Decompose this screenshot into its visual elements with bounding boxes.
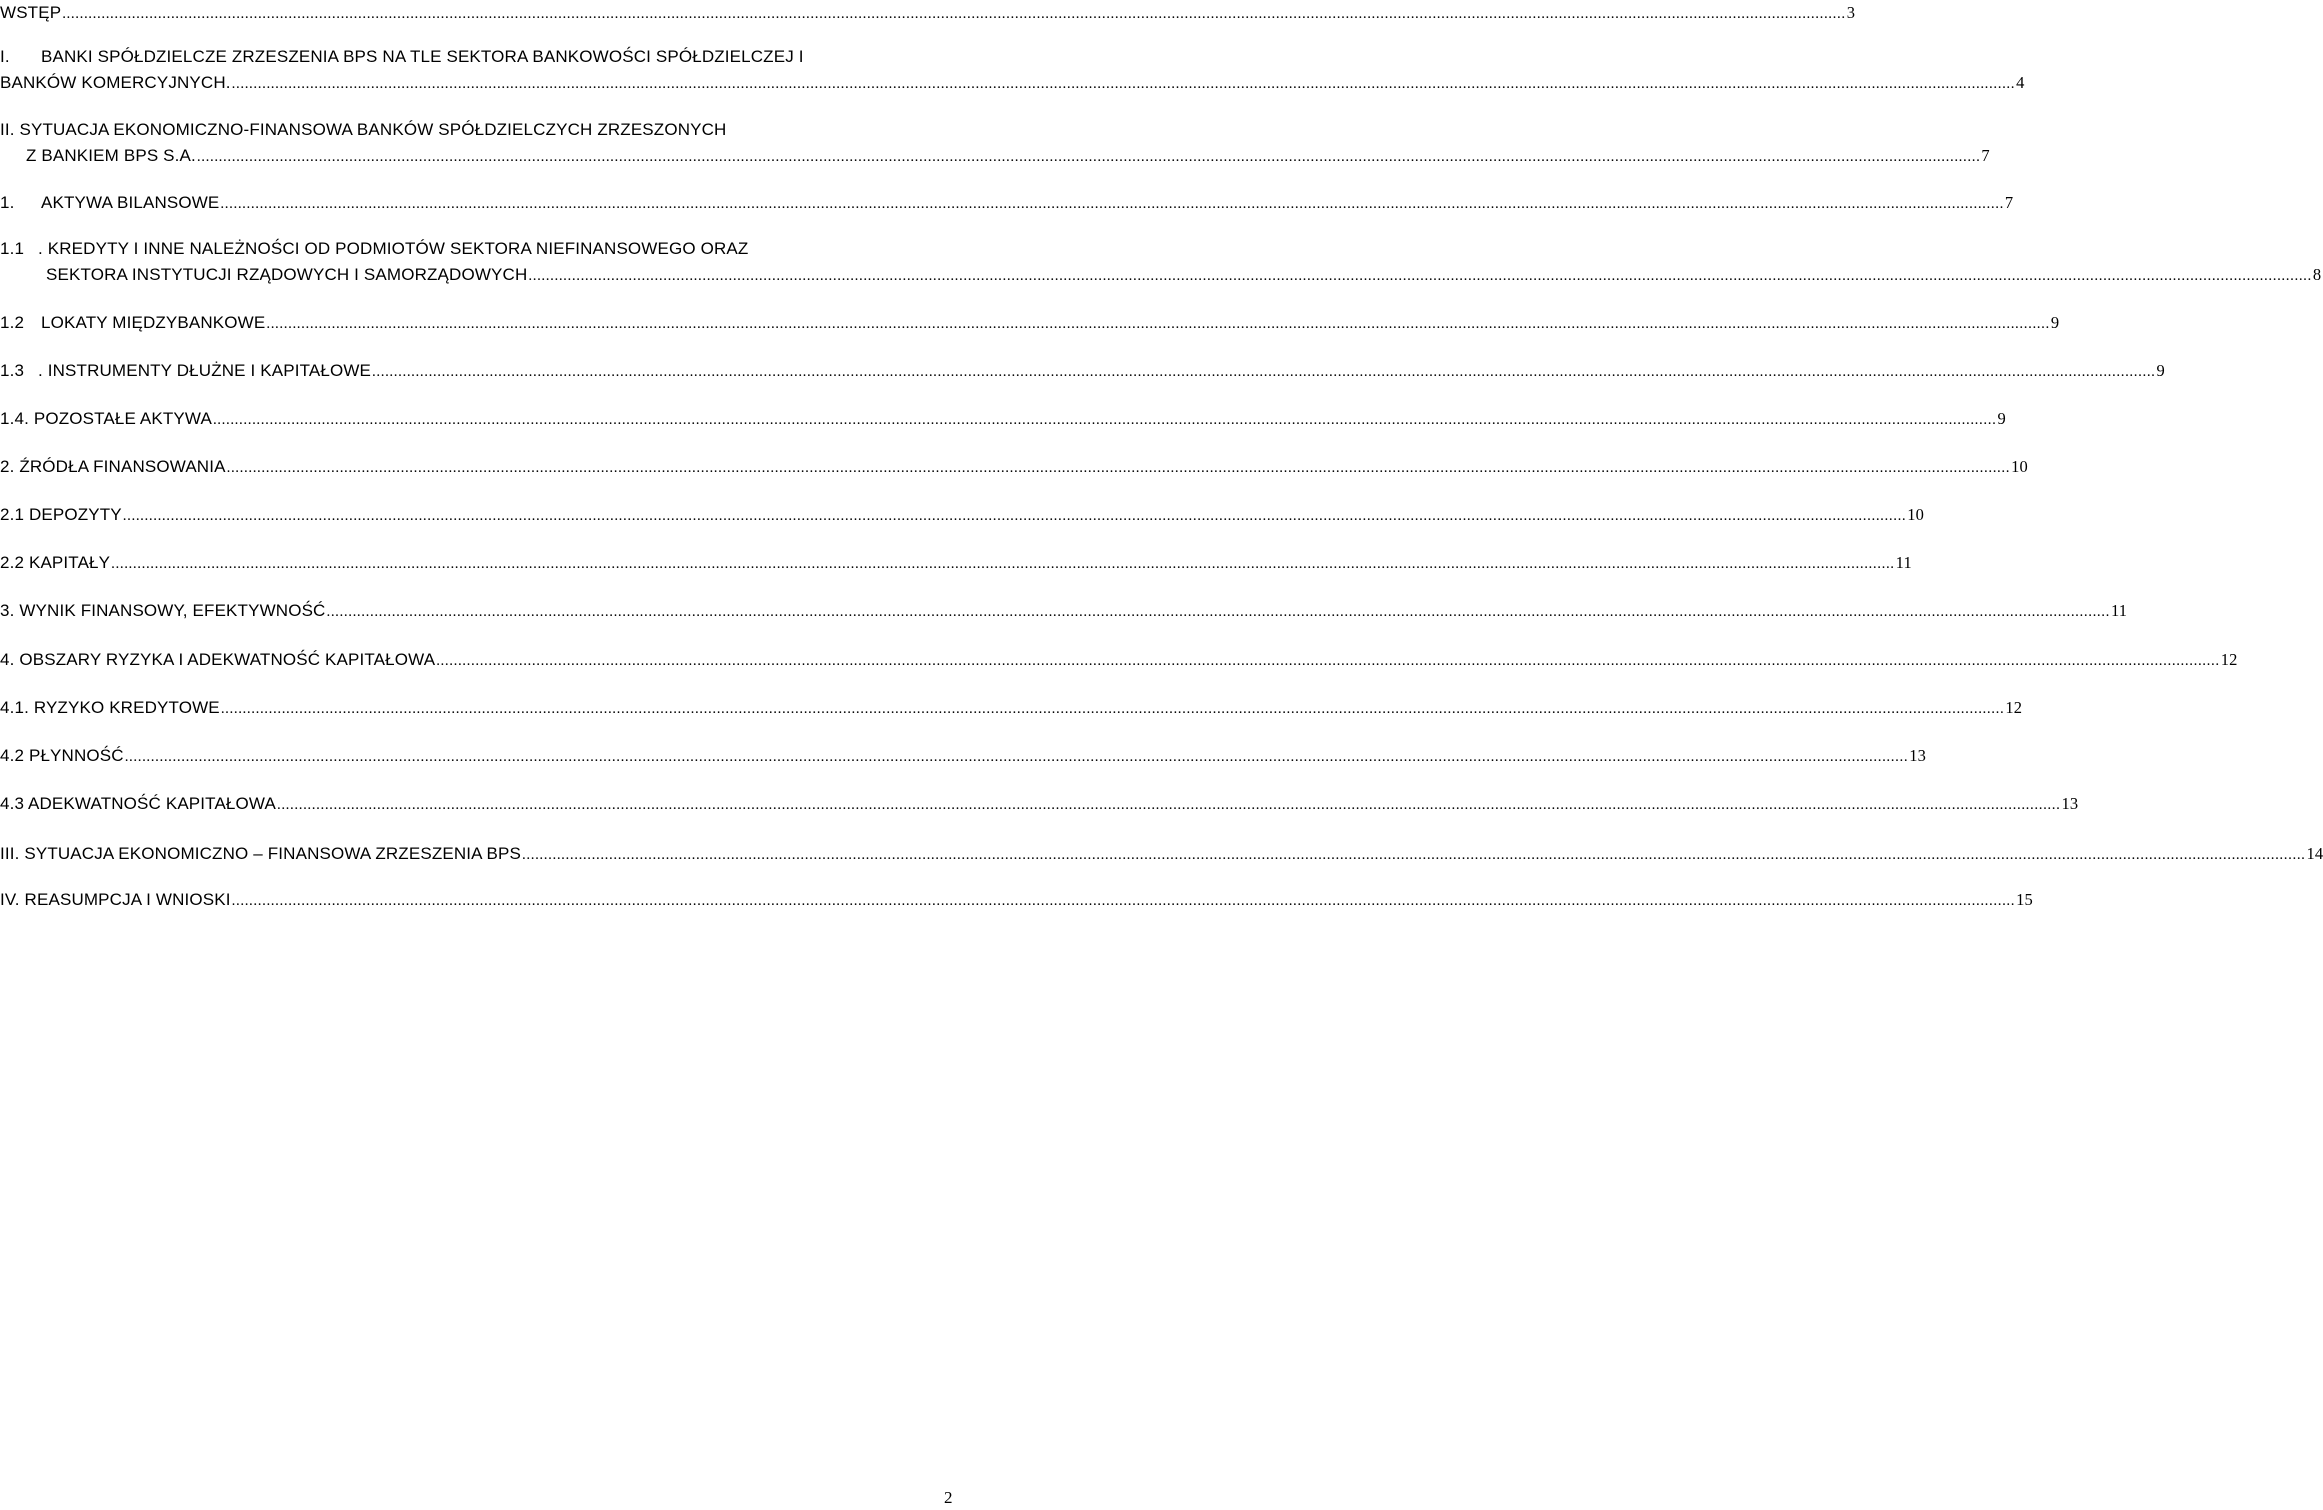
toc-page-number: 11 (2110, 601, 2128, 620)
toc-leader-dots: .......................................................................................................................................................................................................................................................................................................................................................................................................................... (528, 268, 2312, 284)
toc-entry-1-3[interactable] (0, 358, 2165, 384)
toc-entry-title-cont: Z BANKIEM BPS S.A. (26, 146, 196, 165)
toc-leader-dots: .......................................................................................................................................................................................................................................................................................................................................................................................................................... (326, 604, 2110, 620)
toc-entry-title: 2.2 KAPITAŁY (0, 553, 111, 572)
toc-page-number: 10 (1907, 505, 1925, 524)
toc-leader-dots: .......................................................................................................................................................................................................................................................................................................................................................................................................................... (436, 653, 2220, 669)
toc-leader-dots: .......................................................................................................................................................................................................................................................................................................................................................................................................................... (522, 847, 2306, 863)
toc-page-number: 7 (2004, 193, 2014, 212)
toc-page-number: 12 (2005, 698, 2023, 717)
toc-entry-title: LOKATY MIĘDZYBANKOWE (41, 313, 266, 332)
toc-page-number: 13 (2061, 794, 2079, 813)
toc-page-number: 10 (2011, 457, 2028, 476)
toc-entry-1-4[interactable] (0, 406, 2006, 432)
toc-leader-dots: .......................................................................................................................................................................................................................................................................................................................................................................................................................... (122, 508, 1907, 524)
toc-entry-section-iv[interactable] (0, 887, 2033, 913)
toc-leader-dots: .......................................................................................................................................................................................................................................................................................................................................................................................................................... (111, 556, 1895, 572)
toc-page-number: 12 (2220, 650, 2238, 669)
toc-entry-title: 4. OBSZARY RYZYKA I ADEKWATNOŚĆ KAPITAŁOWA (0, 650, 436, 669)
toc-entry-title: II. SYTUACJA EKONOMICZNO-FINANSOWA BANKÓW SPÓŁDZIELCZYCH ZRZESZONYCH (0, 120, 727, 139)
toc-entry-title: 4.3 ADEKWATNOŚĆ KAPITAŁOWA (0, 794, 276, 813)
toc-page-number: 9 (2156, 361, 2165, 380)
toc-entry-title: 2. ŹRÓDŁA FINANSOWANIA (0, 457, 226, 476)
toc-entry-3[interactable] (0, 598, 2128, 624)
toc-entry-1-1[interactable] (0, 236, 2322, 288)
toc-page-number: 8 (2312, 265, 2322, 284)
toc-entry-title: . KREDYTY I INNE NALEŻNOŚCI OD PODMIOTÓW SEKTORA NIEFINANSOWEGO ORAZ (38, 239, 749, 258)
toc-entry-2-1[interactable] (0, 502, 1925, 528)
toc-leader-dots: .......................................................................................................................................................................................................................................................................................................................................................................................................................... (231, 893, 2016, 909)
toc-entry-4[interactable] (0, 647, 2238, 673)
toc-page-number: 13 (1909, 746, 1926, 765)
toc-entry-title: III. SYTUACJA EKONOMICZNO – FINANSOWA ZRZESZENIA BPS (0, 844, 522, 863)
toc-entry-section-ii[interactable] (0, 117, 1990, 169)
toc-entry-title-cont: SEKTORA INSTYTUCJI RZĄDOWYCH I SAMORZĄDOWYCH (46, 265, 528, 284)
toc-page-number: 4 (2016, 73, 2025, 92)
toc-entry-section-i[interactable] (0, 44, 2025, 96)
toc-entry-1-2[interactable] (0, 310, 2060, 336)
toc-page-number: 15 (2016, 890, 2033, 909)
toc-entry-number: I. (0, 47, 10, 66)
toc-leader-dots: .......................................................................................................................................................................................................................................................................................................................................................................................................................... (62, 6, 1846, 22)
toc-page-number: 3 (1846, 3, 1856, 22)
toc-entry-number: 1.2 (0, 313, 25, 332)
toc-entry-section-iii[interactable] (0, 841, 2323, 867)
toc-entry-4-2[interactable] (0, 743, 1926, 769)
toc-entry-1[interactable] (0, 190, 2014, 216)
toc-entry-title: 3. WYNIK FINANSOWY, EFEKTYWNOŚĆ (0, 601, 326, 620)
toc-entry-4-1[interactable] (0, 695, 2023, 721)
toc-leader-dots: .......................................................................................................................................................................................................................................................................................................................................................................................................................... (276, 797, 2061, 813)
toc-leader-dots: .......................................................................................................................................................................................................................................................................................................................................................................................................................... (212, 412, 1997, 428)
toc-entry-2-2[interactable] (0, 550, 1912, 576)
toc-entry-title: IV. REASUMPCJA I WNIOSKI (0, 890, 231, 909)
toc-entry-title: 2.1 DEPOZYTY (0, 505, 122, 524)
toc-entry-title: 1.4. POZOSTAŁE AKTYWA (0, 409, 212, 428)
toc-entry-4-3[interactable] (0, 791, 2079, 817)
toc-page-number: 9 (2050, 313, 2060, 332)
toc-entry-number: 1.1 (0, 239, 25, 258)
toc-entry-2[interactable] (0, 454, 2028, 480)
toc-entry-wstep[interactable] (0, 0, 1856, 26)
toc-leader-dots: .......................................................................................................................................................................................................................................................................................................................................................................................................................... (372, 364, 2156, 380)
toc-page-number: 7 (1981, 146, 1990, 165)
toc-page-number: 9 (1997, 409, 2006, 428)
footer-page-number: 2 (944, 1488, 953, 1507)
toc-entry-title: 4.2 PŁYNNOŚĆ (0, 746, 124, 765)
toc-entry-title: WSTĘP (0, 3, 62, 22)
toc-leader-dots: .......................................................................................................................................................................................................................................................................................................................................................................................................................... (124, 749, 1909, 765)
toc-leader-dots: .......................................................................................................................................................................................................................................................................................................................................................................................................................... (266, 316, 2050, 332)
toc-entry-title: BANKI SPÓŁDZIELCZE ZRZESZENIA BPS NA TLE SEKTORA BANKOWOŚCI SPÓŁDZIELCZEJ I (41, 47, 804, 66)
toc-entry-title: 4.1. RYZYKO KREDYTOWE (0, 698, 220, 717)
toc-entry-number: 1.3 (0, 361, 25, 380)
toc-entry-title-cont: BANKÓW KOMERCYJNYCH. (0, 73, 231, 92)
toc-page-number: 14 (2306, 844, 2323, 863)
toc-entry-title: . INSTRUMENTY DŁUŻNE I KAPITAŁOWE (38, 361, 372, 380)
toc-page-number: 11 (1895, 553, 1912, 572)
toc-leader-dots: .......................................................................................................................................................................................................................................................................................................................................................................................................................... (220, 196, 2004, 212)
toc-leader-dots: .......................................................................................................................................................................................................................................................................................................................................................................................................................... (231, 76, 2016, 92)
toc-leader-dots: .......................................................................................................................................................................................................................................................................................................................................................................................................................... (220, 701, 2005, 717)
toc-leader-dots: .......................................................................................................................................................................................................................................................................................................................................................................................................................... (226, 460, 2011, 476)
toc-leader-dots: .......................................................................................................................................................................................................................................................................................................................................................................................................................... (196, 149, 1981, 165)
toc-entry-title: AKTYWA BILANSOWE (41, 193, 220, 212)
toc-entry-number: 1. (0, 193, 15, 212)
